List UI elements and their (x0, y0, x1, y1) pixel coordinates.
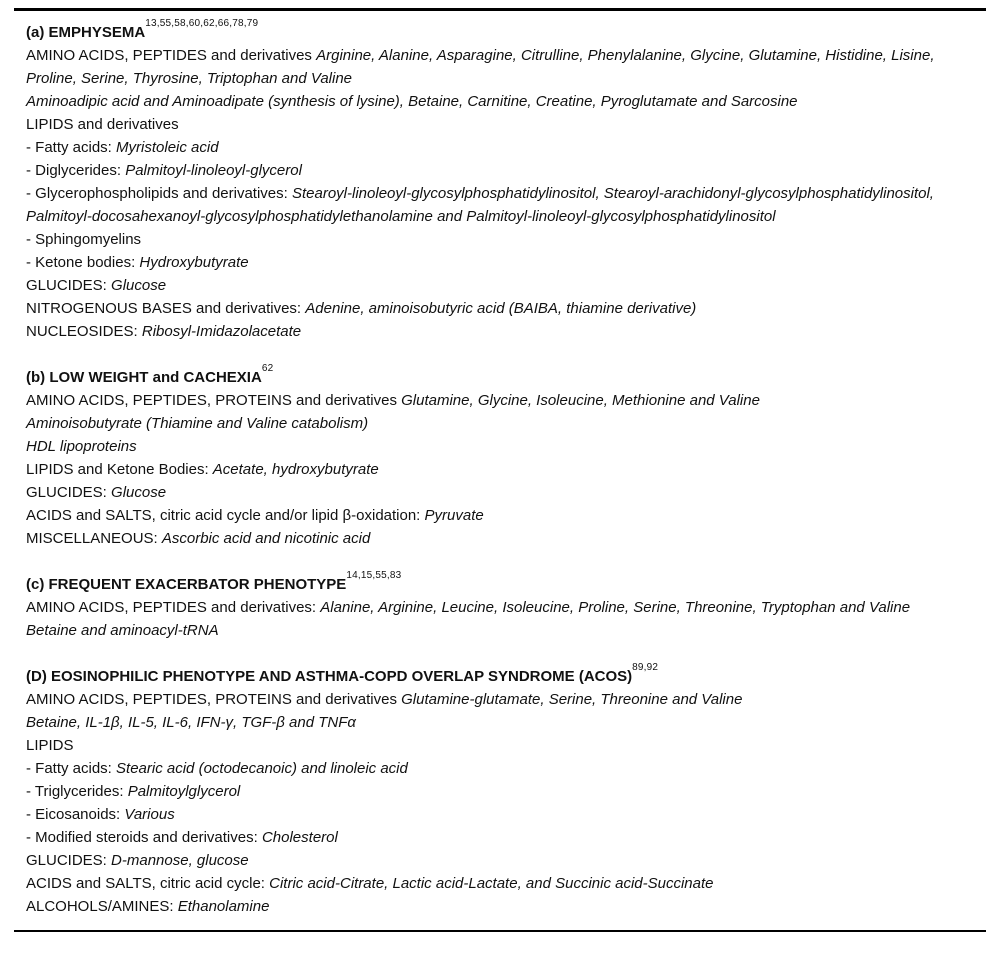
category-text: LIPIDS and derivatives (26, 116, 179, 133)
table-line (26, 849, 976, 872)
table-bottom-rule (14, 930, 986, 932)
category-text: ACIDS and SALTS, citric acid cycle: (26, 875, 270, 892)
metabolite-text: Stearic acid (octodecanoic) and linoleic acid (116, 760, 408, 777)
category-text: - Fatty acids: (26, 760, 117, 777)
reference-superscript: 62 (261, 363, 274, 374)
reference-superscript: 89,92 (632, 662, 659, 673)
category-text: ACIDS and SALTS, citric acid cycle and/or lipid β-oxidation: (26, 507, 425, 524)
table-line (26, 274, 976, 297)
table-line (26, 136, 976, 159)
metabolite-text: Glutamine, Glycine, Isoleucine, Methionine and Valine (401, 392, 760, 409)
metabolite-text: Various (124, 806, 175, 823)
table-line (26, 504, 976, 527)
category-text: - Ketone bodies: (26, 254, 140, 271)
section-heading-text: (c) FREQUENT EXACERBATOR PHENOTYPE (26, 576, 347, 593)
table-line (26, 481, 976, 504)
reference-superscript: 14,15,55,83 (346, 570, 402, 581)
table-line (26, 780, 976, 803)
section-heading (26, 18, 976, 44)
metabolite-text: Citric acid-Citrate, Lactic acid-Lactate, and Succinic acid-Succinate (269, 875, 714, 892)
category-text: LIPIDS (26, 737, 74, 754)
metabolite-text: Adenine, aminoisobutyric acid (BAIBA, thiamine derivative) (305, 300, 697, 317)
category-text: AMINO ACIDS, PEPTIDES, PROTEINS and derivatives (26, 392, 402, 409)
metabolite-text: Ribosyl-Imidazolacetate (141, 323, 302, 340)
category-text: GLUCIDES: (26, 852, 112, 869)
category-text: - Sphingomyelins (26, 231, 142, 248)
section-heading (26, 570, 976, 596)
section-heading-text: (a) EMPHYSEMA (26, 24, 146, 41)
metabolite-text: Palmitoyl-linoleoyl-glycerol (125, 162, 302, 179)
table-line (26, 113, 976, 136)
metabolite-text: Glucose (111, 277, 167, 294)
table-line (26, 159, 976, 182)
category-text: ALCOHOLS/AMINES: (26, 898, 178, 915)
metabolite-text: D-mannose, glucose (111, 852, 249, 869)
category-text: - Diglycerides: (26, 162, 126, 179)
metabolite-text: Myristoleic acid (116, 139, 219, 156)
table-line (26, 803, 976, 826)
table-line (26, 320, 976, 343)
metabolite-text: Ascorbic acid and nicotinic acid (161, 530, 371, 547)
table-line (26, 895, 976, 918)
table-line (26, 527, 976, 550)
metabolite-text: Acetate, hydroxybutyrate (212, 461, 379, 478)
metabolite-text: Pyruvate (424, 507, 484, 524)
metabolite-text: Aminoisobutyrate (Thiamine and Valine catabolism) (26, 415, 369, 432)
category-text: - Triglycerides: (26, 783, 128, 800)
table-line (26, 435, 976, 458)
metabolite-text: Glucose (111, 484, 167, 501)
section-heading-text: (D) EOSINOPHILIC PHENOTYPE AND ASTHMA-COPD OVERLAP SYNDROME (ACOS) (26, 668, 633, 685)
table-line (26, 688, 976, 711)
category-text: - Glycerophospholipids and derivatives: (26, 185, 292, 202)
reference-superscript: 13,55,58,60,62,66,78,79 (145, 18, 259, 29)
category-text: GLUCIDES: (26, 484, 112, 501)
metabolite-text: Palmitoylglycerol (127, 783, 241, 800)
section-heading-text: (b) LOW WEIGHT and CACHEXIA (26, 369, 262, 386)
category-text: AMINO ACIDS, PEPTIDES and derivatives: (26, 599, 321, 616)
table-line (26, 297, 976, 320)
table-line (26, 228, 976, 251)
metabolite-text: Stearoyl-linoleoyl-glycosylphosphatidylinositol, Stearoyl-arachidonyl-glycosylphosphatidylinositol, Palmitoyl-docosahexanoyl-glycosylphosphatidylethanolamine and Palmitoyl-linoleoyl-glycosylphosphatidylinositol (26, 185, 934, 225)
table-line (26, 458, 976, 481)
table-line (26, 826, 976, 849)
metabolite-text: Betaine, IL-1β, IL-5, IL-6, IFN-γ, TGF-β and TNFα (26, 714, 356, 731)
table-line (26, 619, 976, 642)
metabolite-text: Aminoadipic acid and Aminoadipate (synthesis of lysine), Betaine, Carnitine, Creatine, Pyroglutamate and Sarcosine (26, 93, 798, 110)
metabolite-text: Ethanolamine (177, 898, 270, 915)
table-line (26, 734, 976, 757)
table-line (26, 44, 976, 90)
metabolite-text: Glutamine-glutamate, Serine, Threonine and Valine (401, 691, 743, 708)
metabolite-text: Hydroxybutyrate (139, 254, 249, 271)
table-line (26, 389, 976, 412)
metabolite-text: Cholesterol (261, 829, 338, 846)
metabolite-text: HDL lipoproteins (26, 438, 137, 455)
metabolite-text: Alanine, Arginine, Leucine, Isoleucine, Proline, Serine, Threonine, Tryptophan and Valine (320, 599, 911, 616)
section-heading (26, 363, 976, 389)
metabolite-text: Betaine and aminoacyl-tRNA (26, 622, 219, 639)
category-text: - Eicosanoids: (26, 806, 125, 823)
table-line (26, 757, 976, 780)
metabolite-text: Arginine, Alanine, Asparagine, Citrulline, Phenylalanine, Glycine, Glutamine, Histidine, Lisine, Proline, Serine, Thyrosine, Triptophan and Valine (26, 47, 935, 87)
category-text: AMINO ACIDS, PEPTIDES and derivatives (26, 47, 317, 64)
table-line (26, 251, 976, 274)
category-text: NUCLEOSIDES: (26, 323, 142, 340)
category-text: AMINO ACIDS, PEPTIDES, PROTEINS and derivatives (26, 691, 402, 708)
table-line (26, 872, 976, 895)
category-text: NITROGENOUS BASES and derivatives: (26, 300, 306, 317)
category-text: - Fatty acids: (26, 139, 117, 156)
category-text: - Modified steroids and derivatives: (26, 829, 262, 846)
table-line (26, 596, 976, 619)
section-heading (26, 662, 976, 688)
table-content (14, 11, 986, 930)
category-text: LIPIDS and Ketone Bodies: (26, 461, 213, 478)
table-line (26, 90, 976, 113)
table-line (26, 412, 976, 435)
table-line (26, 182, 976, 228)
category-text: GLUCIDES: (26, 277, 112, 294)
table-line (26, 711, 976, 734)
category-text: MISCELLANEOUS: (26, 530, 162, 547)
